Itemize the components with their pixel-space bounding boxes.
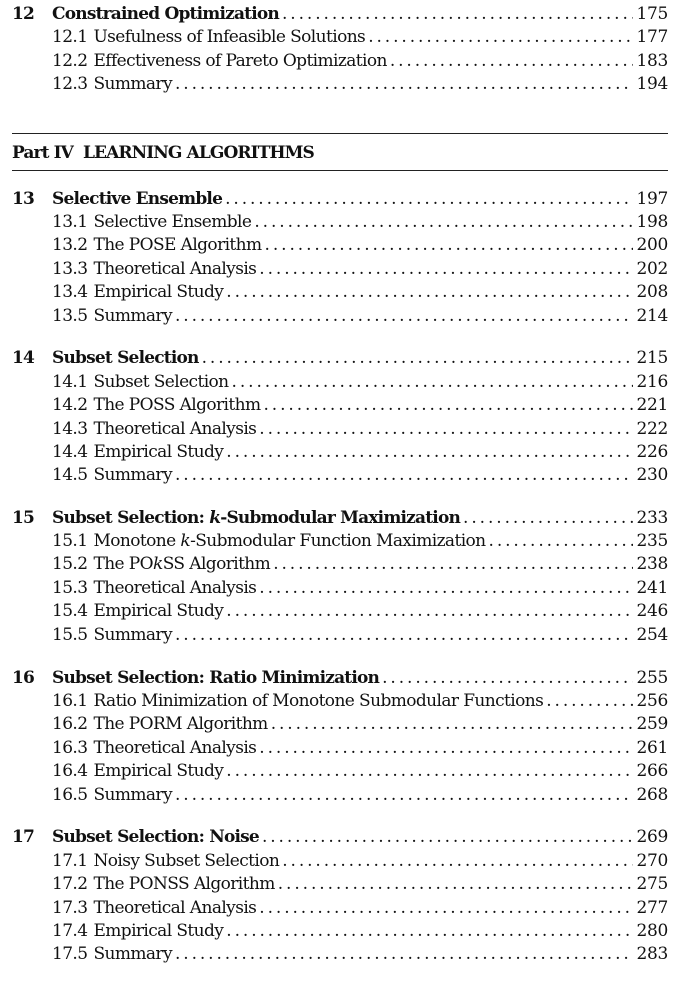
section-title: Usefulness of Infeasible Solutions xyxy=(93,27,366,47)
section-number: 14.1 xyxy=(52,372,88,392)
toc-section-13-1[interactable] xyxy=(12,211,668,233)
page-number: 222 xyxy=(636,419,668,439)
leader-dots xyxy=(202,347,634,369)
page-number: 214 xyxy=(636,306,668,326)
section-title: Theoretical Analysis xyxy=(93,898,257,918)
page-number: 268 xyxy=(636,785,668,805)
page-number: 197 xyxy=(636,189,668,209)
chapter-title: Constrained Optimization xyxy=(52,4,279,24)
section-title: Empirical Study xyxy=(93,601,224,621)
section-number: 16.3 xyxy=(52,738,88,758)
section-title: Empirical Study xyxy=(93,282,224,302)
toc-section-15-3[interactable] xyxy=(12,577,668,599)
chapter-number: 12 xyxy=(12,4,35,24)
toc-section-13-2[interactable] xyxy=(12,234,668,256)
section-number: 12.1 xyxy=(52,27,88,47)
page-number: 246 xyxy=(636,601,668,621)
leader-dots xyxy=(546,690,633,712)
toc-section-13-5[interactable] xyxy=(12,305,668,327)
section-title: Theoretical Analysis xyxy=(93,578,257,598)
leader-dots xyxy=(259,258,633,280)
leader-dots xyxy=(271,713,634,735)
section-number: 12.2 xyxy=(52,51,88,71)
page-number: 270 xyxy=(636,851,668,871)
section-number: 13.1 xyxy=(52,212,88,232)
leader-dots xyxy=(226,281,633,303)
toc-section-15-4[interactable] xyxy=(12,600,668,622)
section-number: 17.2 xyxy=(52,874,88,894)
part-heading xyxy=(12,142,314,164)
part-title: LEARNING ALGORITHMS xyxy=(82,143,314,163)
section-number: 17.3 xyxy=(52,898,88,918)
toc-section-17-3[interactable] xyxy=(12,897,668,919)
toc-section-14-1[interactable] xyxy=(12,371,668,393)
leader-dots xyxy=(390,50,634,72)
chapter-number: 16 xyxy=(12,668,35,688)
leader-dots xyxy=(175,784,633,806)
page-number: 202 xyxy=(636,259,668,279)
page-number: 226 xyxy=(636,442,668,462)
toc-section-16-2[interactable] xyxy=(12,713,668,735)
toc-section-17-1[interactable] xyxy=(12,850,668,872)
section-title: Subset Selection xyxy=(93,372,229,392)
section-number: 14.4 xyxy=(52,442,88,462)
page-number: 177 xyxy=(636,27,668,47)
section-number: 15.5 xyxy=(52,625,88,645)
leader-dots xyxy=(226,441,633,463)
toc-section-14-4[interactable] xyxy=(12,441,668,463)
page-number: 277 xyxy=(636,898,668,918)
section-title: The PORM Algorithm xyxy=(93,714,268,734)
section-title: Summary xyxy=(93,465,172,485)
toc-section-17-4[interactable] xyxy=(12,920,668,942)
section-number: 16.5 xyxy=(52,785,88,805)
section-title: Theoretical Analysis xyxy=(93,259,257,279)
leader-dots xyxy=(175,624,633,646)
section-title: Monotone k-Submodular Function Maximization xyxy=(93,531,486,551)
section-number: 15.3 xyxy=(52,578,88,598)
page-number: 235 xyxy=(636,531,668,551)
leader-dots xyxy=(226,600,633,622)
section-number: 17.5 xyxy=(52,944,88,964)
page-number: 198 xyxy=(636,212,668,232)
toc-chapter-17[interactable] xyxy=(12,826,668,848)
leader-dots xyxy=(259,577,633,599)
leader-dots xyxy=(265,234,634,256)
page-number: 233 xyxy=(636,508,668,528)
page-number: 175 xyxy=(636,4,668,24)
chapter-number: 17 xyxy=(12,827,35,847)
section-number: 15.2 xyxy=(52,554,88,574)
section-title: Selective Ensemble xyxy=(93,212,252,232)
leader-dots xyxy=(232,371,634,393)
toc-section-15-2[interactable] xyxy=(12,553,668,575)
part-rule-bottom xyxy=(12,170,668,171)
section-number: 14.3 xyxy=(52,419,88,439)
section-number: 16.4 xyxy=(52,761,88,781)
toc-section-16-4[interactable] xyxy=(12,760,668,782)
toc-section-13-3[interactable] xyxy=(12,258,668,280)
part-label: Part IV xyxy=(12,143,73,163)
section-title: Theoretical Analysis xyxy=(93,419,257,439)
leader-dots xyxy=(259,897,633,919)
page-number: 216 xyxy=(636,372,668,392)
part-rule-top xyxy=(12,133,668,134)
page-number: 208 xyxy=(636,282,668,302)
leader-dots xyxy=(273,553,633,575)
section-title: Summary xyxy=(93,944,172,964)
leader-dots xyxy=(489,530,634,552)
toc-section-16-1[interactable] xyxy=(12,690,668,712)
toc-section-14-2[interactable] xyxy=(12,394,668,416)
toc-section-16-5[interactable] xyxy=(12,784,668,806)
toc-section-12-3[interactable] xyxy=(12,73,668,95)
toc-section-16-3[interactable] xyxy=(12,737,668,759)
section-number: 12.3 xyxy=(52,74,88,94)
page-number: 283 xyxy=(636,944,668,964)
leader-dots xyxy=(282,850,633,872)
leader-dots xyxy=(382,667,633,689)
chapter-title: Subset Selection: Noise xyxy=(52,827,259,847)
leader-dots xyxy=(259,418,633,440)
section-title: Effectiveness of Pareto Optimization xyxy=(93,51,387,71)
toc-chapter-14[interactable] xyxy=(12,347,668,369)
section-number: 16.2 xyxy=(52,714,88,734)
toc-section-12-2[interactable] xyxy=(12,50,668,72)
section-title: The POSS Algorithm xyxy=(93,395,261,415)
chapter-title: Subset Selection: Ratio Minimization xyxy=(52,668,380,688)
section-number: 15.1 xyxy=(52,531,88,551)
toc-chapter-13[interactable] xyxy=(12,188,668,210)
toc-section-14-5[interactable] xyxy=(12,464,668,486)
leader-dots xyxy=(225,188,633,210)
page-number: 259 xyxy=(636,714,668,734)
section-number: 17.4 xyxy=(52,921,88,941)
page-number: 183 xyxy=(636,51,668,71)
page-number: 241 xyxy=(636,578,668,598)
section-title: Summary xyxy=(93,785,172,805)
page-number: 255 xyxy=(636,668,668,688)
chapter-number: 13 xyxy=(12,189,35,209)
chapter-title: Subset Selection xyxy=(52,348,199,368)
section-title: The POSE Algorithm xyxy=(93,235,262,255)
section-title: Empirical Study xyxy=(93,442,224,462)
section-title: Ratio Minimization of Monotone Submodular Functions xyxy=(93,691,544,711)
leader-dots xyxy=(368,26,633,48)
section-title: Noisy Subset Selection xyxy=(93,851,280,871)
section-number: 13.4 xyxy=(52,282,88,302)
toc-section-14-3[interactable] xyxy=(12,418,668,440)
section-title: The POkSS Algorithm xyxy=(93,554,271,574)
toc-section-17-2[interactable] xyxy=(12,873,668,895)
page-number: 230 xyxy=(636,465,668,485)
section-title: Theoretical Analysis xyxy=(93,738,257,758)
leader-dots xyxy=(226,920,633,942)
page-number: 266 xyxy=(636,761,668,781)
toc-section-15-1[interactable] xyxy=(12,530,668,552)
leader-dots xyxy=(259,737,633,759)
section-number: 14.5 xyxy=(52,465,88,485)
section-title: Empirical Study xyxy=(93,921,224,941)
page-number: 256 xyxy=(636,691,668,711)
toc-chapter-12[interactable] xyxy=(12,3,668,25)
toc-section-15-5[interactable] xyxy=(12,624,668,646)
leader-dots xyxy=(262,826,634,848)
leader-dots xyxy=(175,943,633,965)
leader-dots xyxy=(254,211,633,233)
section-number: 15.4 xyxy=(52,601,88,621)
section-title: Summary xyxy=(93,306,172,326)
section-title: Summary xyxy=(93,74,172,94)
toc-chapter-16[interactable] xyxy=(12,667,668,689)
chapter-title: Subset Selection: k-Submodular Maximization xyxy=(52,508,461,528)
page-number: 280 xyxy=(636,921,668,941)
page-number: 215 xyxy=(636,348,668,368)
toc-section-17-5[interactable] xyxy=(12,943,668,965)
leader-dots xyxy=(278,873,634,895)
page-number: 269 xyxy=(636,827,668,847)
section-title: The PONSS Algorithm xyxy=(93,874,275,894)
leader-dots xyxy=(175,305,633,327)
toc-chapter-15[interactable] xyxy=(12,507,668,529)
leader-dots xyxy=(175,73,633,95)
leader-dots xyxy=(226,760,633,782)
section-number: 13.2 xyxy=(52,235,88,255)
toc-section-13-4[interactable] xyxy=(12,281,668,303)
leader-dots xyxy=(263,394,633,416)
leader-dots xyxy=(282,3,633,25)
section-number: 17.1 xyxy=(52,851,88,871)
page-number: 194 xyxy=(636,74,668,94)
leader-dots xyxy=(175,464,633,486)
page-number: 261 xyxy=(636,738,668,758)
chapter-title: Selective Ensemble xyxy=(52,189,223,209)
section-number: 16.1 xyxy=(52,691,88,711)
page-number: 200 xyxy=(636,235,668,255)
section-number: 14.2 xyxy=(52,395,88,415)
section-number: 13.5 xyxy=(52,306,88,326)
leader-dots xyxy=(463,507,633,529)
section-number: 13.3 xyxy=(52,259,88,279)
toc-section-12-1[interactable] xyxy=(12,26,668,48)
page-number: 238 xyxy=(636,554,668,574)
section-title: Empirical Study xyxy=(93,761,224,781)
page-number: 254 xyxy=(636,625,668,645)
chapter-number: 15 xyxy=(12,508,35,528)
section-title: Summary xyxy=(93,625,172,645)
chapter-number: 14 xyxy=(12,348,35,368)
page-number: 275 xyxy=(636,874,668,894)
page-number: 221 xyxy=(636,395,668,415)
